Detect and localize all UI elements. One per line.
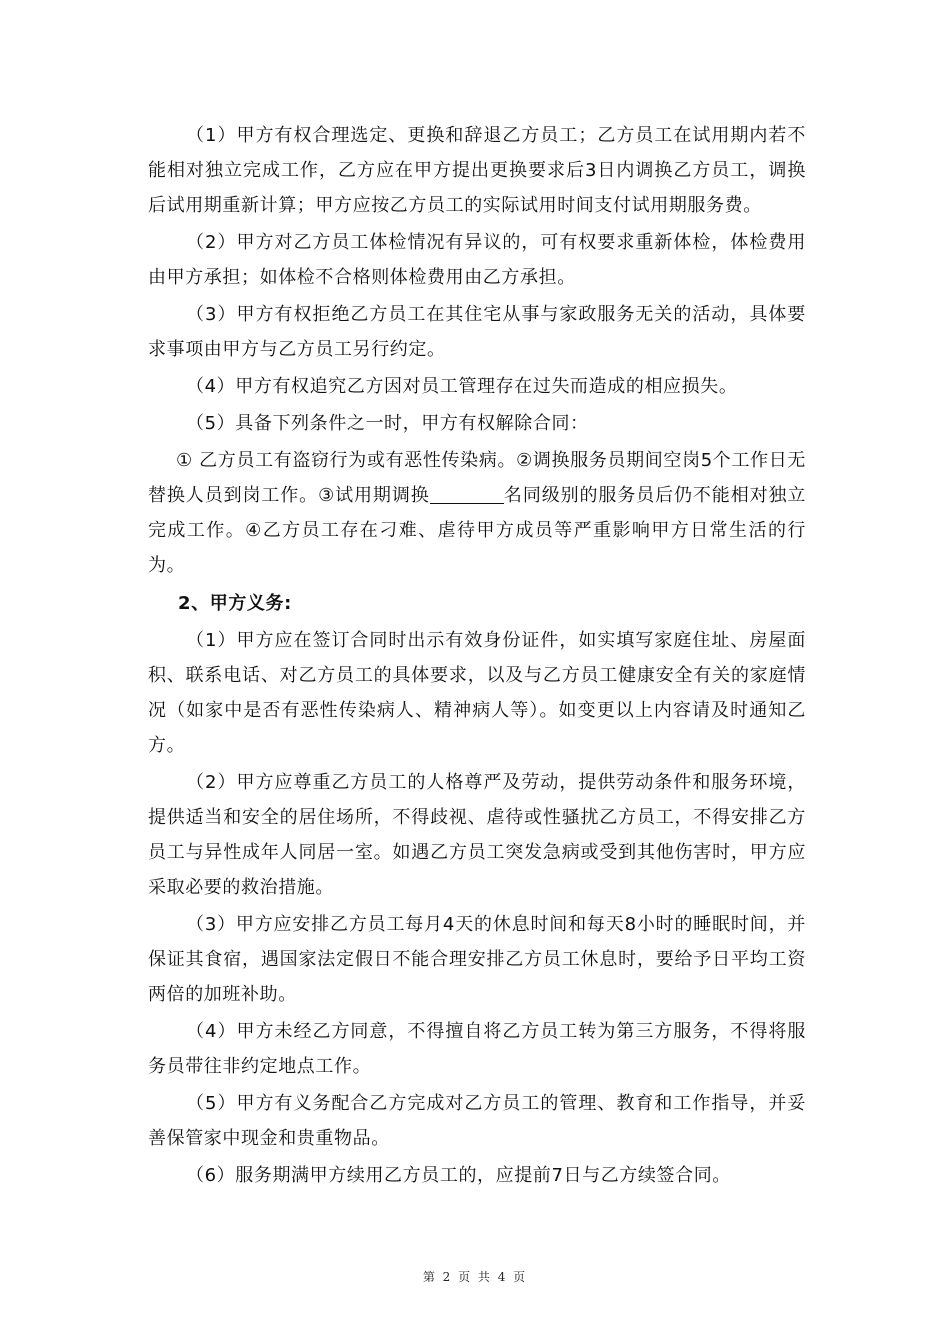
paragraph-right-4: （4）甲方有权追究乙方因对员工管理存在过失而造成的相应损失。 bbox=[186, 376, 738, 397]
paragraph-obligation-1: （1）甲方应在签订合同时出示有效身份证件，如实填写家庭住址、房屋面积、联系电话、对乙方员工的具体要求，以及与乙方员工健康安全有关的家庭情况（如家中是否有恶性传染病人、精神病人等）。如变更以上内容请及时通知乙方。 bbox=[148, 630, 806, 756]
conditions-text-before-blank: ① 乙方员工有盗窃行为或有恶性传染病。②调换服务员期间空岗5个工作日无替换人员到岗工作。③试用期调换 bbox=[148, 450, 806, 506]
paragraph-obligation-4: （4）甲方未经乙方同意，不得擅自将乙方员工转为第三方服务，不得将服务员带往非约定地点工作。 bbox=[148, 1021, 806, 1077]
paragraph-termination-conditions bbox=[148, 443, 806, 583]
paragraph-obligation-6: （6）服务期满甲方续用乙方员工的，应提前7日与乙方续签合同。 bbox=[186, 1165, 731, 1186]
section-heading-obligations: 2、甲方义务: bbox=[178, 593, 292, 614]
fill-in-blank bbox=[430, 483, 504, 504]
paragraph-right-1: （1）甲方有权合理选定、更换和辞退乙方员工；乙方员工在试用期内若不能相对独立完成工作，乙方应在甲方提出更换要求后3日内调换乙方员工，调换后试用期重新计算；甲方应按乙方员工的实际试用时间支付试用期服务费。 bbox=[148, 125, 806, 216]
conditions-text-after-blank: 名同级别的服务员后仍不能相对独立完成工作。④乙方员工存在刁难、虐待甲方成员等严重影响甲方日常生活的行为。 bbox=[148, 485, 806, 576]
paragraph-obligation-5: （5）甲方有义务配合乙方完成对乙方员工的管理、教育和工作指导，并妥善保管家中现金和贵重物品。 bbox=[148, 1093, 806, 1149]
paragraph-right-3: （3）甲方有权拒绝乙方员工在其住宅从事与家政服务无关的活动，具体要求事项由甲方与乙方员工另行约定。 bbox=[148, 304, 806, 360]
paragraph-right-2: （2）甲方对乙方员工体检情况有异议的，可有权要求重新体检，体检费用由甲方承担；如体检不合格则体检费用由乙方承担。 bbox=[148, 232, 806, 288]
document-body bbox=[148, 118, 806, 1193]
paragraph-obligation-2: （2）甲方应尊重乙方员工的人格尊严及劳动，提供劳动条件和服务环境，提供适当和安全的居住场所，不得歧视、虐待或性骚扰乙方员工，不得安排乙方员工与异性成年人同居一室。如遇乙方员工突发急病或受到其他伤害时，甲方应采取必要的救治措施。 bbox=[148, 772, 806, 898]
paragraph-obligation-3: （3）甲方应安排乙方员工每月4天的休息时间和每天8小时的睡眠时间，并保证其食宿，遇国家法定假日不能合理安排乙方员工休息时，要给予日平均工资两倍的加班补助。 bbox=[148, 914, 806, 1005]
paragraph-right-5: （5）具备下列条件之一时，甲方有权解除合同： bbox=[186, 413, 589, 434]
page-number-footer: 第 2 页 共 4 页 bbox=[422, 1270, 528, 1284]
